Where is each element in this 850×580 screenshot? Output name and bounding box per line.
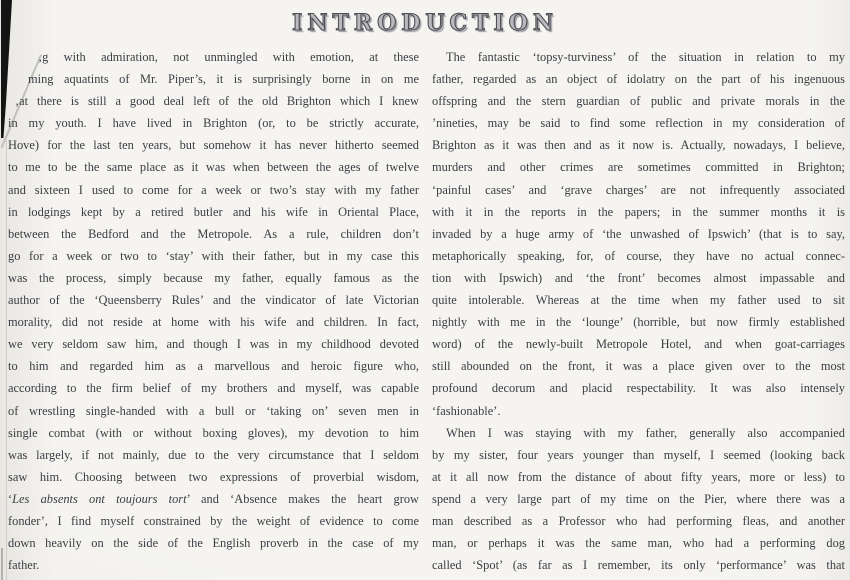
text-line: and sixteen I used to come for a week or two’s stay with my father: [8, 182, 419, 197]
text-line: spend a very large part of my time on the Pier, where there was a: [432, 491, 845, 506]
text-line: morality, did not reside at home with his wife and children. In fact,: [8, 315, 419, 330]
text-line: word) of the newly-built Metropole Hotel, and when goat-carriages: [432, 337, 845, 352]
text-line: metaphorically speaking, for, of course, they have no actual connec-: [432, 248, 845, 263]
left-column: [8, 46, 419, 576]
right-column: [432, 46, 845, 576]
text-line: ’nineties, may be said to find some reflection in my consideration of: [432, 116, 845, 131]
text-line: go for a week or two to ‘stay’ with their father, but in my case this: [8, 248, 419, 263]
text-line: author of the ‘Queensberry Rules’ and the vindicator of late Victorian: [8, 293, 419, 308]
text-line: was the process, simply because my father, equally famous as the: [8, 270, 419, 285]
text-line: at it all now from the distance of about fifty years, more or less) to: [432, 469, 845, 484]
text-line: father, regarded as an object of idolatry on the part of his ingenuous: [432, 72, 845, 87]
text-line: Brighton as it was then and as it now is. Actually, nowadays, I believe,: [432, 138, 845, 153]
page-edge-mark: [1, 548, 3, 580]
text-line: When I was staying with my father, generally also accompanied: [446, 425, 845, 440]
page-title: INTRODUCTION: [292, 10, 558, 36]
text-line: profound decorum and placid respectability. It was also intensely: [432, 381, 845, 396]
text-line: quite intolerable. Whereas at the time when my father used to sit: [432, 293, 845, 308]
text-line: ‘painful cases’ and ‘grave charges’ are not infrequently associated: [432, 182, 845, 197]
text-line: down heavily on the side of the English proverb in the case of my: [8, 536, 419, 551]
text-line: in my youth. I have lived in Brighton (or, to be strictly accurate,: [8, 116, 419, 131]
text-line: between the Bedford and the Metropole. As a rule, children don’t: [8, 226, 419, 241]
text-line: single combat (with or without boxing gloves), my devotion to him: [8, 425, 419, 440]
text-line: The fantastic ‘topsy-turviness’ of the situation in relation to my: [446, 50, 845, 64]
text-line: ‚at there is still a good deal left of the old Brighton which I knew: [15, 94, 419, 109]
text-line: invaded by a huge army of ‘the unwashed of Ipswich’ (that is to say,: [432, 226, 845, 241]
text-line: offspring and the stern guardian of public and private morals in the: [432, 94, 845, 109]
text-line: still abounded on the front, it was a place given over to the most: [432, 359, 845, 374]
text-line: in lodgings kept by a retired butler and his wife in Oriental Place,: [8, 204, 419, 219]
text-line: saw him. Choosing between two expressions of proverbial wisdom,: [8, 469, 419, 484]
text-line: called ‘Spot’ (as far as I remember, its only ‘performance’ was that: [432, 558, 845, 573]
text-line: we very seldom saw him, and though I was in my childhood devoted: [8, 337, 419, 352]
text-line: father.: [8, 558, 40, 573]
text-line: tion with Ipswich) and ‘the front’ becomes almost impassable and: [432, 270, 845, 285]
text-line: to me to be the same place as it was when between the ages of twelve: [8, 160, 419, 175]
text-line: fonder’, I find myself constrained by the weight of evidence to come: [8, 513, 419, 528]
text-line: was largely, if not mainly, due to the very circumstance that I seldom: [8, 447, 419, 462]
text-line: man described as a Professor who had performing fleas, and another: [432, 513, 845, 528]
text-line: by my sister, four years younger than myself, I seemed (looking back: [432, 447, 845, 462]
text-line: murders and other crimes are sometimes committed in Brighton;: [432, 160, 845, 175]
text-line: according to the firm belief of my brothers and myself, was capable: [8, 381, 419, 396]
text-line: nightly with me in the ‘lounge’ (horrible, but now firmly established: [432, 315, 845, 330]
text-line: ‘fashionable’.: [432, 403, 501, 418]
text-line: man, or perhaps it was the same man, who had a performing dog: [432, 536, 845, 551]
page-edge-line: [6, 140, 7, 580]
text-line: with it in the reports in the papers; in the summer months it is: [432, 204, 845, 219]
text-line: ‚g with admiration, not unmingled with emotion, at these: [38, 50, 419, 64]
text-line: ‘Les absents ont toujours tort’ and ‘Absence makes the heart grow: [8, 491, 419, 506]
text-line: of wrestling single-handed with a bull or ‘taking on’ seven men in: [8, 403, 419, 418]
text-line: to him and regarded him as a marvellous and heroic figure who,: [8, 359, 419, 374]
text-line: Hove) for the last ten years, but somehow it has never hitherto seemed: [8, 138, 419, 153]
text-line: ming aquatints of Mr. Piper’s, it is surprisingly borne in on me: [28, 72, 419, 87]
